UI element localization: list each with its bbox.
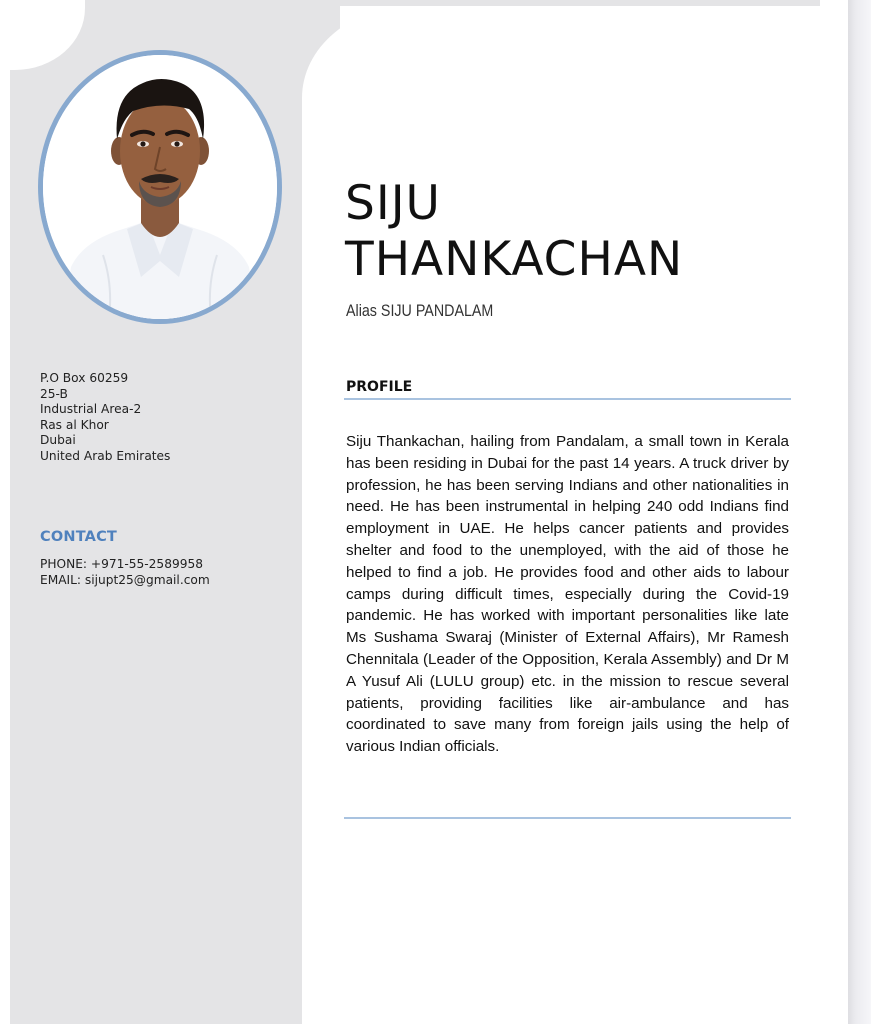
postal-address <box>40 371 170 465</box>
profile-photo-frame <box>38 50 282 324</box>
page-edge-shadow <box>848 0 871 1024</box>
portrait-image <box>43 55 277 319</box>
first-name: SIJU <box>345 176 441 231</box>
last-name: THANKACHAN <box>345 232 684 287</box>
contact-details <box>40 556 210 588</box>
address-line: Dubai <box>40 433 76 448</box>
profile-heading: PROFILE <box>346 379 413 395</box>
address-line: Ras al Khor <box>40 417 109 432</box>
profile-divider-bottom <box>344 817 791 819</box>
phone-text: PHONE: +971-55-2589958 <box>40 557 203 571</box>
profile-photo <box>43 55 277 319</box>
profile-divider-top <box>344 398 791 400</box>
address-line: Industrial Area-2 <box>40 402 142 417</box>
address-line: United Arab Emirates <box>40 448 171 463</box>
alias-subtitle: Alias SIJU PANDALAM <box>346 301 494 320</box>
address-line: 25-B <box>40 386 68 401</box>
person-name <box>345 176 683 288</box>
contact-heading: CONTACT <box>40 529 118 545</box>
profile-paragraph: Siju Thankachan, hailing from Pandalam, a small town in Kerala has been residing in Dubai for the past 14 years. A truck driver by profession, he has been serving Indians and other nationalities in need. He has been instrumental in helping 240 odd Indians find employment in UAE. He helps cancer patients and provides shelter and food to the unemployed, with the aid of those he helped to find a job. He provides food and other aids to labour camps during difficult times, especially during the Covid-19 pandemic. He has worked with important personalities like late Ms Sushama Swaraj (Minister of External Affairs), Mr Ramesh Chennitala (Leader of the Opposition, Kerala Assembly) and Dr M A Yusuf Ali (LULU group) etc. in the mission to rescue several patients, providing facilities like air-ambulance and has coordinated to save many from foreign jails using the help of various Indian officials. <box>346 433 789 756</box>
address-line: P.O Box 60259 <box>40 371 129 385</box>
email-text: EMAIL: sijupt25@gmail.com <box>40 573 210 588</box>
